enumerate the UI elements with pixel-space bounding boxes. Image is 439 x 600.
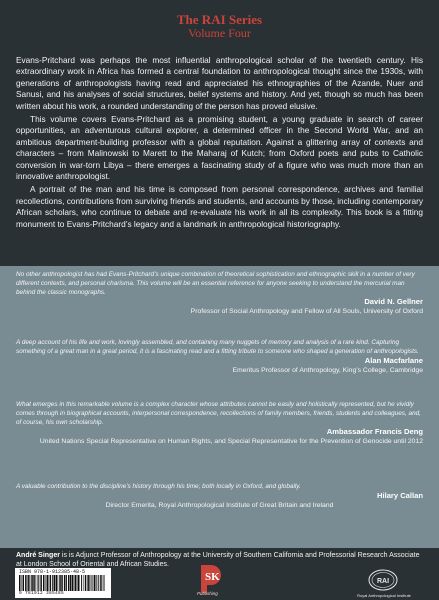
endorsement-name: David N. Gellner — [364, 297, 423, 306]
author-bio-text: is is Adjunct Professor of Anthropology at the University of Southern California and Professorial Research Associate at London School of Oriental and African Studies. — [16, 552, 420, 569]
blurb-paragraph: This volume covers Evans-Pritchard as a promising student, a young graduate in search of career opportunities, an adventurous cultural explorer, a determined officer in the Second World War, and an ambitious department-building professor with a global reputation. Against a glittering array of contexts and characters – from Malinowski to Marett to the Maharaj of Kutch; from Oxford poets and pubs to Catholic conversion in war-torn Libya – there emerges a fascinating study of a figure who was much more than an innovative anthropologist. — [16, 114, 423, 182]
blurb-paragraph: Evans-Pritchard was perhaps the most influential anthropological scholar of the twentieth century. His extraordinary work in Africa has formed a central foundation to anthropological thought since the 1930s, with generations of anthropologists having read and appreciated his ethnographies of the Azande, Nuer and Sanusi, and his analyses of social structures, belief systems and history. And yet, though so much has been written about his work, a rounded understanding of the person has proved elusive. — [16, 55, 423, 111]
barcode-stripe — [19, 575, 20, 591]
endorsement-text: A deep account of his life and work, lovingly assembled, and containing many nuggets of memory and analysis of a rare kind. Capturing something of a great man in a great period, it is a fascinating read and a fitting tribute to someone who shaped a generation of anthropologists. — [16, 339, 419, 355]
barcode-stripe — [89, 575, 90, 591]
barcode-stripe — [37, 575, 38, 591]
endorsement-role: United Nations Special Representative on Human Rights, and Special Representative for the Prevention of Genocide until 2012 — [39, 438, 423, 445]
barcode-stripe — [31, 575, 32, 591]
barcode-stripe — [23, 575, 24, 591]
barcode-stripe — [80, 575, 81, 591]
endorsement — [16, 482, 423, 510]
barcode-stripe — [81, 575, 82, 591]
barcode-stripe — [50, 575, 52, 591]
endorsement-text: What emerges in this remarkable volume is a complex character whose attributes cannot be easily and holistically represented, but he vividly comes through in biographical accounts, interpersonal correspondence, recollections of family members, friends, students and colleagues, and, of course, his own scholarship. — [16, 401, 421, 426]
barcode-stripe — [22, 575, 23, 591]
barcode-stripe — [34, 575, 35, 591]
barcode-stripe — [70, 575, 72, 591]
barcode-stripe — [54, 575, 56, 591]
barcode-stripe — [61, 575, 63, 591]
barcode-stripe — [36, 575, 37, 591]
barcode-stripe — [94, 575, 96, 591]
barcode-stripe — [101, 575, 102, 591]
barcode-stripe — [46, 575, 47, 591]
barcode-stripe — [52, 575, 53, 591]
barcode-stripe — [38, 575, 39, 591]
endorsement — [16, 270, 423, 316]
isbn-text: ISBN 978-1-912385-48-5 — [19, 569, 86, 575]
endorsement-name: Ambassador Francis Deng — [326, 427, 423, 436]
rai-logo-text: RAI — [376, 578, 390, 585]
barcode-stripe — [66, 575, 67, 591]
barcode-stripe — [103, 575, 104, 591]
endorsement-role: Emeritus Professor of Anthropology, King’s College, Cambridge — [232, 367, 423, 374]
barcode-stripe — [92, 575, 93, 591]
endorsements-panel — [0, 266, 439, 548]
rai-logo — [367, 568, 399, 592]
barcode-stripe — [85, 575, 87, 591]
endorsement-name: Hilary Callan — [376, 491, 423, 500]
rai-label: Royal Anthropological Institute — [357, 593, 411, 598]
barcode-stripe — [59, 575, 61, 591]
barcode-stripe — [104, 575, 105, 591]
barcode-bars — [19, 575, 107, 591]
publisher-logo-text: SK — [205, 571, 220, 583]
series-title: The RAI Series — [176, 12, 263, 27]
barcode-stripe — [75, 575, 77, 591]
endorsement — [16, 338, 423, 375]
barcode-stripe — [72, 575, 74, 591]
endorsement-role: Professor of Social Anthropology and Fellow of All Souls, University of Oxford — [190, 308, 423, 315]
barcode-stripe — [43, 575, 44, 591]
barcode-stripe — [96, 575, 97, 591]
barcode-stripe — [58, 575, 59, 591]
publisher-label: Publishing — [197, 591, 218, 596]
barcode-stripe — [77, 575, 78, 591]
endorsement — [16, 400, 423, 446]
barcode-stripe — [64, 575, 66, 591]
author-name: André Singer — [16, 552, 60, 559]
barcode-stripe — [40, 575, 42, 591]
barcode-stripe — [78, 575, 79, 591]
publisher-logo — [197, 563, 231, 593]
barcode-stripe — [21, 575, 22, 591]
barcode-stripe — [45, 575, 46, 591]
endorsement-text: No other anthropologist has had Evans-Pritchard’s unique combination of theoretical sophistication and ethnographic skill in a number of very different contexts, and personal charisma. This volume will be an essential reference for anyone seeking to understand the mercurial man behind the classic monographs. — [16, 271, 415, 296]
barcode-stripe — [68, 575, 69, 591]
barcode-stripe — [98, 575, 99, 591]
barcode-stripe — [47, 575, 49, 591]
barcode-stripe — [27, 575, 28, 591]
blurb — [16, 55, 423, 232]
barcode-stripe — [56, 575, 58, 591]
blurb-paragraph: A portrait of the man and his time is composed from personal correspondence, archives and familial recollections, contributions from surviving friends and students, and accounts by those, including contemporary African scholars, who continue to debate and re-evaluate his work in all its complexity. This book is a fitting monument to Evans-Pritchard’s legacy and a landmark in anthropological historiography. — [16, 184, 423, 229]
barcode-stripe — [74, 575, 75, 591]
endorsement-name: Alan Macfarlane — [364, 356, 423, 365]
endorsement-text: A valuable contribution to the discipline’s history through his time; both locally in Oxford, and globally. — [16, 483, 301, 490]
barcode-stripe — [28, 575, 30, 591]
endorsement-role: Director Emerita, Royal Anthropological Institute of Great Britain and Ireland — [105, 502, 334, 509]
barcode-stripe — [87, 575, 89, 591]
barcode-stripe — [100, 575, 101, 591]
barcode-stripe — [25, 575, 27, 591]
barcode-stripe — [32, 575, 34, 591]
series-volume: Volume Four — [188, 26, 251, 40]
barcode-number: 9 781912 385485 — [19, 591, 65, 596]
barcode — [15, 568, 111, 598]
barcode-stripe — [83, 575, 84, 591]
